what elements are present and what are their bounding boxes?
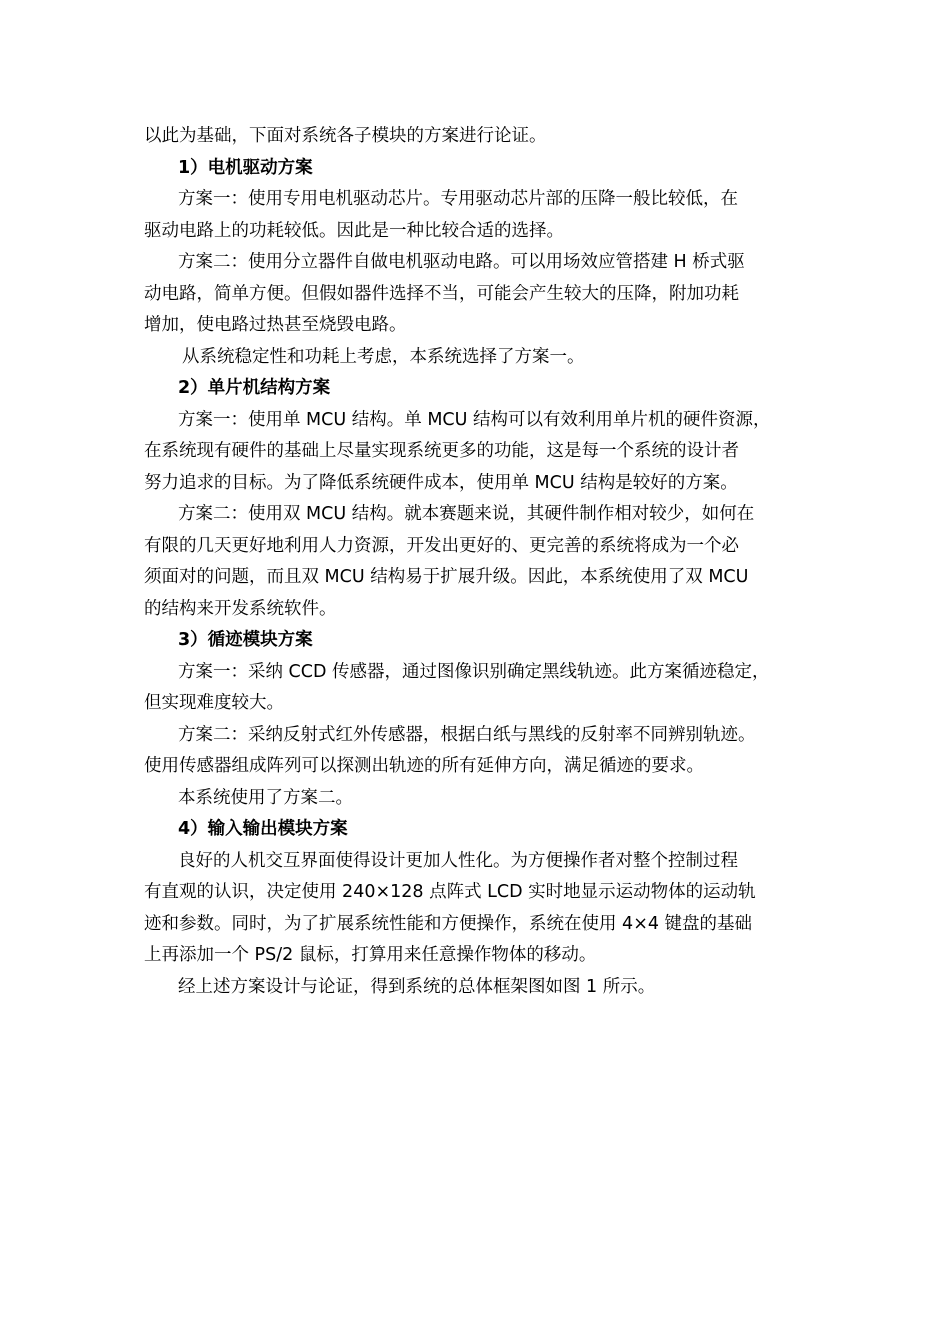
text-line: 动电路，简单方便。但假如器件选择不当，可能会产生较大的压降，附加功耗 (144, 283, 739, 304)
text-line: 从系统稳定性和功耗上考虑，本系统选择了方案一。 (182, 346, 585, 367)
text-line: 但实现难度较大。 (144, 693, 284, 713)
text-line: 须面对的问题，而且双 MCU 结构易于扩展升级。因此，本系统使用了双 MCU (144, 567, 749, 587)
text-line: 方案一：采纳 CCD 传感器，通过图像识别确定黑线轨迹。此方案循迹稳定， (178, 661, 770, 682)
section-heading-io-module: 4）输入输出模块方案 (178, 819, 348, 839)
text-line: 使用传感器组成阵列可以探测出轨迹的所有延伸方向，满足循迹的要求。 (144, 756, 704, 776)
text-line: 本系统使用了方案二。 (178, 787, 353, 808)
text-line: 方案二：采纳反射式红外传感器，根据白纸与黑线的反射率不同辨别轨迹。 (178, 724, 756, 745)
section-heading-mcu-structure: 2）单片机结构方案 (178, 378, 331, 398)
section-heading-line-tracking: 3）循迹模块方案 (178, 630, 313, 650)
text-line: 方案二：使用分立器件自做电机驱动电路。可以用场效应管搭建 H 桥式驱 (178, 252, 745, 272)
text-line: 驱动电路上的功耗较低。因此是一种比较合适的选择。 (144, 220, 564, 241)
text-line: 上再添加一个 PS/2 鼠标，打算用来任意操作物体的移动。 (144, 945, 597, 965)
text-line: 经上述方案设计与论证，得到系统的总体框架图如图 1 所示。 (178, 976, 656, 997)
text-line: 迹和参数。同时，为了扩展系统性能和方便操作，系统在使用 4×4 键盘的基础 (144, 913, 753, 934)
text-line: 增加，使电路过热甚至烧毁电路。 (144, 315, 407, 335)
text-line: 有限的几天更好地利用人力资源，开发出更好的、更完善的系统将成为一个必 (144, 535, 739, 556)
section-heading-motor-driver: 1）电机驱动方案 (178, 157, 313, 178)
text-line: 良好的人机交互界面使得设计更加人性化。为方便操作者对整个控制过程 (178, 850, 738, 871)
text-line: 方案一：使用单 MCU 结构。单 MCU 结构可以有效利用单片机的硬件资源， (178, 409, 771, 430)
text-line: 努力追求的目标。为了降低系统硬件成本，使用单 MCU 结构是较好的方案。 (144, 472, 738, 493)
text-line: 方案二：使用双 MCU 结构。就本赛题来说，其硬件制作相对较少，如何在 (178, 504, 755, 524)
text-line: 在系统现有硬件的基础上尽量实现系统更多的功能，这是每一个系统的设计者 (144, 441, 739, 461)
text-line: 的结构来开发系统软件。 (144, 598, 337, 619)
text-line: 以此为基础，下面对系统各子模块的方案进行论证。 (144, 126, 547, 146)
document-body (144, 121, 810, 1003)
text-line: 方案一：使用专用电机驱动芯片。专用驱动芯片部的压降一般比较低，在 (178, 189, 738, 209)
text-line: 有直观的认识，决定使用 240×128 点阵式 LCD 实时地显示运动物体的运动轨 (144, 882, 756, 902)
